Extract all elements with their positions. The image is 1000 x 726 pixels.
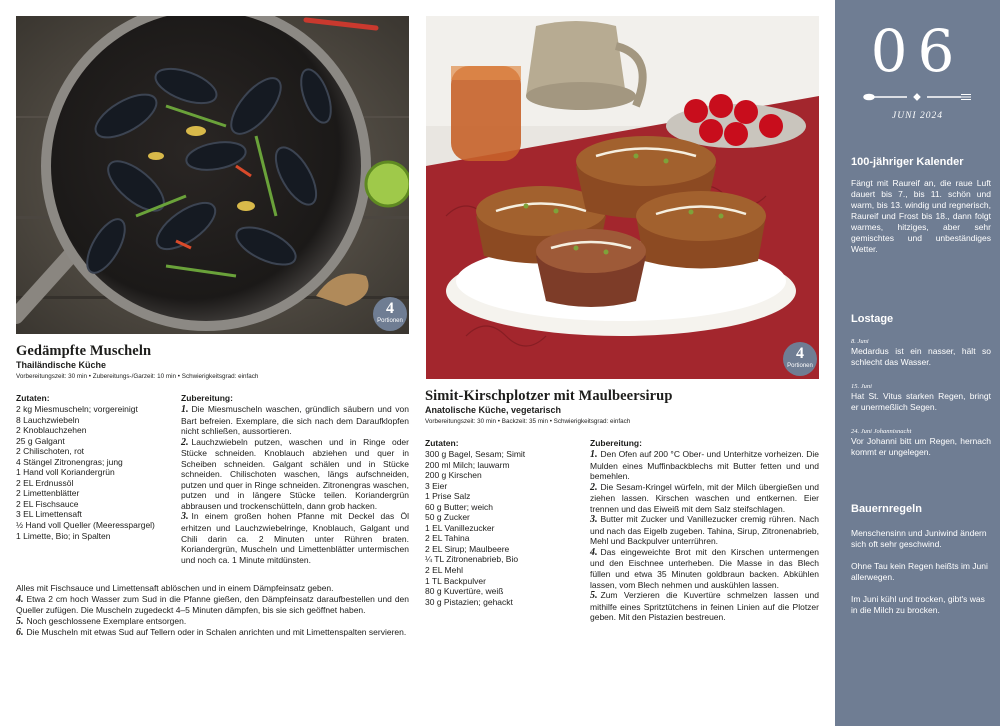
day-number: 06: [870, 17, 965, 85]
ingredient-item: 2 EL Erdnussöl: [16, 477, 74, 488]
preparation-steps-continued: [16, 583, 409, 639]
ingredient-item: 200 ml Milch; lauwarm: [425, 459, 510, 470]
ingredient-item: 1 Prise Salz: [425, 491, 471, 502]
ingredient-item: 2 EL Mehl: [425, 565, 463, 576]
step-number: 5.: [590, 590, 598, 602]
step: [181, 437, 409, 512]
month-label: JUNI 2024: [892, 111, 943, 121]
lostage-date: 15. Juni: [851, 383, 872, 390]
portions-badge: [783, 342, 817, 376]
ingredient-item: 1 TL Backpulver: [425, 575, 486, 586]
step-text: Die Miesmuscheln waschen, gründlich säubern und von Bart befreien. Exemplare, die sich nach dem Daraufklopfen nicht schließen, aussortieren.: [181, 404, 409, 437]
portions-number: 4: [386, 300, 394, 317]
ingredient-item: 1 EL Vanillezucker: [425, 522, 495, 533]
step: [16, 627, 409, 639]
ingredients-list: [425, 449, 585, 607]
preparation-header: Zubereitung:: [181, 393, 233, 403]
recipe-subtitle: Anatolische Küche, vegetarisch: [425, 405, 562, 415]
step: [16, 616, 409, 628]
muffins-illustration: [426, 16, 819, 379]
ingredient-item: 80 g Kuvertüre, weiß: [425, 586, 504, 597]
ingredient-item: ¼ TL Zitronenabrieb, Bio: [425, 554, 519, 565]
ingredient-item: 200 g Kirschen: [425, 470, 482, 481]
step-number: 1.: [181, 404, 189, 415]
ingredient-item: 2 Limettenblätter: [16, 488, 80, 499]
ingredient-item: 3 Eier: [425, 480, 448, 491]
step-number: 2.: [181, 436, 189, 448]
cutlery-divider-icon: [863, 92, 973, 102]
bauernregel: Ohne Tau kein Regen heißts im Juni allerwegen.: [851, 561, 988, 582]
recipe-title: Gedämpfte Muscheln: [16, 343, 152, 359]
step: [590, 590, 819, 623]
step-text: Etwa 2 cm hoch Wasser zum Sud in die Pfanne gießen, den Dämpfeinsatz daraufbestellen und den Queller zufügen. Die Muscheln zugedeckt 4–5 Minuten dämpfen, bis sie sich geöffnet haben.: [16, 593, 409, 616]
step-number: 4.: [590, 546, 598, 558]
step-number: 5.: [16, 615, 24, 627]
portions-badge: [373, 297, 407, 331]
calendar-sidebar: [835, 0, 1000, 726]
lostage-text: Hat St. Vitus starken Regen, bringt er unermeßlich Segen.: [851, 391, 991, 412]
step-text: Das eingeweichte Brot mit den Kirschen untermengen und den Eischnee unterheben. Die Masse in das Blech füllen und etwa 35 Minuten goldbraun backen. Abkühlen lassen, vom Blech nehmen und auskühlen lassen.: [590, 546, 819, 590]
ingredients-header: Zutaten:: [16, 393, 50, 403]
preparation-steps: [181, 404, 409, 565]
step-number: 2.: [590, 481, 598, 493]
step: [590, 482, 819, 515]
lostage-text: Medardus ist ein nasser, hält so schlecht das Wasser.: [851, 346, 991, 367]
ingredient-item: 30 g Pistazien; gehackt: [425, 596, 513, 607]
step-number: 3.: [590, 514, 598, 526]
lostage-date: 8. Juni: [851, 338, 869, 345]
ingredient-item: 8 Lauchzwiebeln: [16, 414, 80, 425]
step: [590, 514, 819, 547]
ingredient-item: 1 Limette, Bio; in Spalten: [16, 530, 111, 541]
bauernregeln-heading: Bauernregeln: [851, 503, 922, 515]
recipe-meta: Vorbereitungszeit: 30 min • Zubereitungs-/Garzeit: 10 min • Schwierigkeitsgrad: einfach: [16, 373, 259, 380]
step-number: 6.: [16, 627, 24, 639]
recipe-subtitle: Thailändische Küche: [16, 360, 107, 370]
mussels-photo: [16, 16, 409, 334]
step: [16, 594, 409, 616]
step-text: Zum Verzieren die Kuvertüre schmelzen lassen und mithilfe eines Spritztütchens in feinen Linien auf die Plotzer geben. Mit den Pistazien bestreuen.: [590, 590, 819, 623]
ingredient-item: 50 g Zucker: [425, 512, 470, 523]
step-continuation: Alles mit Fischsauce und Limettensaft ablöschen und in einem Dämpfeinsatz geben.: [16, 583, 334, 593]
ingredient-item: 2 EL Sirup; Maulbeere: [425, 543, 510, 554]
ingredient-item: 4 Stängel Zitronengras; jung: [16, 456, 123, 467]
lostage-entry: [851, 382, 991, 413]
step: [590, 449, 819, 482]
step: [181, 404, 409, 437]
ingredient-item: 1 Hand voll Koriandergrün: [16, 467, 115, 478]
lostage-entry: [851, 337, 991, 368]
ingredient-item: 2 EL Tahina: [425, 533, 470, 544]
bauernregel: Menschensinn und Juniwind ändern sich oft sehr geschwind.: [851, 528, 987, 549]
ingredients-header: Zutaten:: [425, 438, 459, 448]
lostage-heading: Lostage: [851, 313, 894, 325]
portions-number: 4: [796, 345, 804, 362]
step-text: Die Muscheln mit etwas Sud auf Tellern oder in Schalen anrichten und mit Limettenspalten servieren.: [26, 627, 407, 638]
lostage-text: Vor Johanni bitt um Regen, hernach kommt er ungelegen.: [851, 436, 991, 457]
preparation-header: Zubereitung:: [590, 438, 642, 448]
kalender-text: Fängt mit Raureif an, die raue Luft dauert bis 7., bis 11. schön und warm, bis 13. windig und regnerisch, Raureif und Frost bis 18., dann folgt warmes, hitziges, aber sehr gemischtes und unbeständiges Wetter.: [851, 178, 991, 254]
step-text: In einem großen hohen Pfanne mit Deckel das Öl erhitzen und Lauchzwiebelringe, Knoblauch, Galgant und Chili darin ca. 2 Minuten unter Rühren braten. Koriandergrün, Muscheln und Limettenblätter untermischen und noch ca. 1 Minute mitdünsten.: [181, 511, 409, 565]
ingredient-item: 3 EL Limettensaft: [16, 509, 82, 520]
lostage-entry: [851, 427, 991, 458]
recipe-meta: Vorbereitungszeit: 30 min • Backzeit: 35 min • Schwierigkeitsgrad: einfach: [425, 418, 631, 425]
preparation-steps: [590, 449, 819, 623]
step-text: Lauchzwiebeln putzen, waschen und in Ringe oder Stücke schneiden. Knoblauch abziehen und quer in Scheiben schneiden. Galgant schälen und in Stücke schneiden. Chilischoten waschen, längs aufschneiden, putzen und quer in Ringe schneiden. Zitronengras waschen, putzen und in längere Stücke teilen. Koriandergrün abbrausen und trockenschütteln, dann grob hacken.: [181, 436, 409, 511]
ingredient-item: 300 g Bagel, Sesam; Simit: [425, 449, 526, 459]
step: [181, 511, 409, 565]
ingredient-item: 2 EL Fischsauce: [16, 498, 79, 509]
step-text: Den Ofen auf 200 °C Ober- und Unterhitze vorheizen. Die Mulden eines Muffinbackblechs mit Butter fetten und und bemehlen.: [590, 449, 819, 482]
ingredient-item: 2 Knoblauchzehen: [16, 425, 87, 436]
mussels-illustration: [16, 16, 409, 334]
step-number: 1.: [590, 449, 598, 460]
lostage-date: 24. Juni Johannisnacht: [851, 428, 912, 435]
ingredient-item: 2 kg Miesmuscheln; vorgereinigt: [16, 404, 138, 414]
step-text: Noch geschlossene Exemplare entsorgen.: [26, 615, 187, 626]
step-text: Butter mit Zucker und Vanillezucker cremig rühren. Nach und nach das Eigelb zugeben. Tahina, Sirup, Zitronenabrieb, Mehl und Backpulver unterrühren.: [590, 514, 819, 547]
ingredient-item: 2 Chilischoten, rot: [16, 446, 85, 457]
recipe-title: Simit-Kirschplotzer mit Maulbeersirup: [425, 388, 673, 404]
muffins-photo: [426, 16, 819, 379]
ingredient-item: 25 g Galgant: [16, 435, 65, 446]
bauernregel: Im Juni kühl und trocken, gibt's was in die Milch zu brocken.: [851, 594, 985, 615]
step-number: 4.: [16, 593, 24, 605]
step-text: Die Sesam-Kringel würfeln, mit der Milch übergießen und ziehen lassen. Kirschen waschen und entkernen. Eier trennen und das Eiweiß mit dem Salz steifschlagen.: [590, 481, 819, 514]
ingredient-item: 60 g Butter; weich: [425, 501, 494, 512]
portions-label: Portionen: [377, 318, 403, 324]
kalender-heading: 100-jähriger Kalender: [851, 156, 964, 168]
portions-label: Portionen: [787, 363, 813, 369]
step: [590, 547, 819, 590]
ingredients-list: [16, 404, 178, 541]
step-number: 3.: [181, 511, 189, 523]
ingredient-item: ½ Hand voll Queller (Meeresspargel): [16, 520, 155, 531]
